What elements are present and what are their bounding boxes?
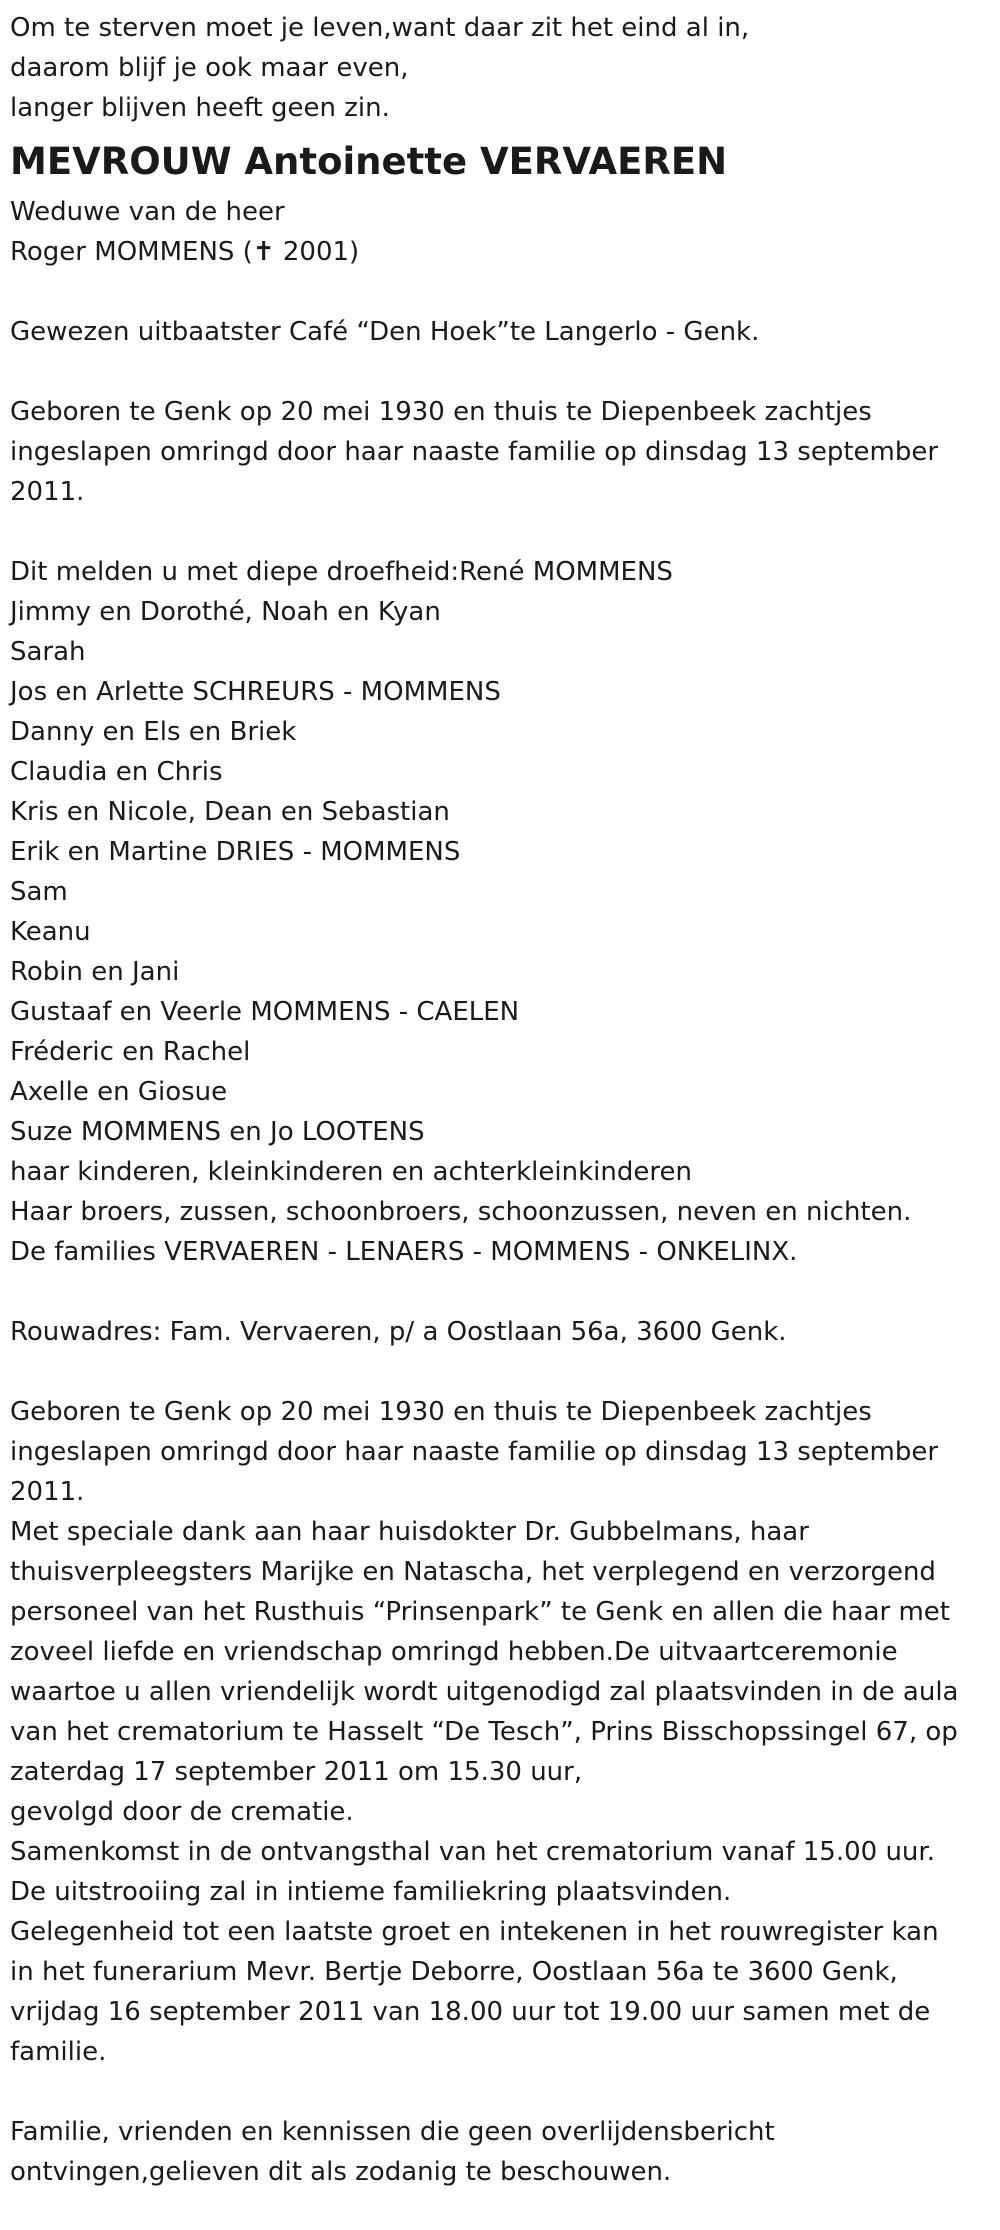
spacer	[10, 1272, 990, 1312]
family-line: Sam	[10, 877, 68, 907]
family-line: Kris en Nicole, Dean en Sebastian	[10, 797, 450, 827]
mourning-address: Rouwadres: Fam. Vervaeren, p/ a Oostlaan 56a, 3600 Genk.	[10, 1317, 787, 1347]
birth-death-line: 2011.	[10, 477, 85, 507]
family-line: Gustaaf en Veerle MOMMENS - CAELEN	[10, 997, 520, 1027]
details-line: vrijdag 16 september 2011 van 18.00 uur tot 19.00 uur samen met de	[10, 1997, 931, 2027]
details-line: van het crematorium te Hasselt “De Tesch”, Prins Bisschopssingel 67, op	[10, 1717, 958, 1747]
family-line: Suze MOMMENS en Jo LOOTENS	[10, 1117, 425, 1147]
family-line: Jimmy en Dorothé, Noah en Kyan	[10, 597, 441, 627]
birth-death-line: ingeslapen omringd door haar naaste familie op dinsdag 13 september	[10, 437, 939, 467]
details-line: De uitstrooiing zal in intieme familiekring plaatsvinden.	[10, 1877, 732, 1907]
details-line: Gelegenheid tot een laatste groet en intekenen in het rouwregister kan	[10, 1917, 939, 1947]
birth-death-line: Geboren te Genk op 20 mei 1930 en thuis te Diepenbeek zachtjes	[10, 397, 872, 427]
spacer	[10, 352, 990, 392]
family-line: Erik en Martine DRIES - MOMMENS	[10, 837, 461, 867]
family-line: Dit melden u met diepe droefheid:René MOMMENS	[10, 557, 673, 587]
family-line: Robin en Jani	[10, 957, 180, 987]
deceased-name-title: MEVROUW Antoinette VERVAEREN	[10, 140, 728, 183]
ceremony-details-section	[10, 1392, 990, 2072]
spacer	[10, 1352, 990, 1392]
family-section	[10, 552, 990, 1272]
closing-line: Familie, vrienden en kennissen die geen overlijdensbericht	[10, 2117, 775, 2147]
details-line: gevolgd door de crematie.	[10, 1797, 354, 1827]
spacer	[10, 272, 990, 312]
family-line: Axelle en Giosue	[10, 1077, 228, 1107]
family-line: Claudia en Chris	[10, 757, 223, 787]
spouse-line: Weduwe van de heer	[10, 197, 285, 227]
family-line: Sarah	[10, 637, 86, 667]
details-line: personeel van het Rusthuis “Prinsenpark” te Genk en allen die haar met	[10, 1597, 950, 1627]
family-line: Keanu	[10, 917, 91, 947]
poem	[10, 8, 990, 128]
family-line: Danny en Els en Briek	[10, 717, 297, 747]
details-line: zaterdag 17 september 2011 om 15.30 uur,	[10, 1757, 583, 1787]
spacer	[10, 512, 990, 552]
family-line: Jos en Arlette SCHREURS - MOMMENS	[10, 677, 501, 707]
closing-section	[10, 2112, 990, 2192]
details-line: 2011.	[10, 1477, 85, 1507]
birth-death-section	[10, 392, 990, 512]
details-line: familie.	[10, 2037, 107, 2067]
details-line: Samenkomst in de ontvangsthal van het crematorium vanaf 15.00 uur.	[10, 1837, 935, 1867]
poem-line: daarom blijf je ook maar even,	[10, 53, 409, 83]
poem-line: langer blijven heeft geen zin.	[10, 93, 390, 123]
details-line: in het funerarium Mevr. Bertje Deborre, Oostlaan 56a te 3600 Genk,	[10, 1957, 898, 1987]
closing-line: ontvingen,gelieven dit als zodanig te beschouwen.	[10, 2157, 672, 2187]
spouse-line: Roger MOMMENS (✝ 2001)	[10, 237, 360, 267]
occupation-line: Gewezen uitbaatster Café “Den Hoek”te Langerlo - Genk.	[10, 317, 760, 347]
details-line: Met speciale dank aan haar huisdokter Dr. Gubbelmans, haar	[10, 1517, 809, 1547]
details-line: waartoe u allen vriendelijk wordt uitgenodigd zal plaatsvinden in de aula	[10, 1677, 959, 1707]
family-line: De families VERVAEREN - LENAERS - MOMMENS - ONKELINX.	[10, 1237, 798, 1267]
details-line: zoveel liefde en vriendschap omringd hebben.De uitvaartceremonie	[10, 1637, 898, 1667]
family-line: Fréderic en Rachel	[10, 1037, 251, 1067]
details-line: Geboren te Genk op 20 mei 1930 en thuis te Diepenbeek zachtjes	[10, 1397, 872, 1427]
family-line: Haar broers, zussen, schoonbroers, schoonzussen, neven en nichten.	[10, 1197, 912, 1227]
family-line: haar kinderen, kleinkinderen en achterkleinkinderen	[10, 1157, 692, 1187]
poem-line: Om te sterven moet je leven,want daar zit het eind al in,	[10, 13, 750, 43]
details-line: thuisverpleegsters Marijke en Natascha, het verplegend en verzorgend	[10, 1557, 936, 1587]
spacer	[10, 2072, 990, 2112]
spouse-section	[10, 192, 990, 272]
details-line: ingeslapen omringd door haar naaste familie op dinsdag 13 september	[10, 1437, 939, 1467]
